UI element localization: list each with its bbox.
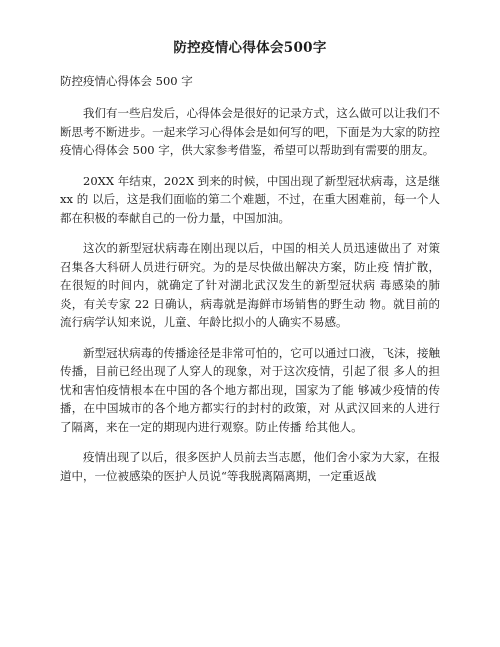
paragraph-1: 我们有一些启发后，心得体会是很好的记录方式，这么做可以让我们不断思考不断进步。一起来学习心得体会是如何写的吧，下面是为大家的防控疫情心得体会 500 字，供大家参考借鉴，希望可以帮助到有需要的朋友。: [60, 106, 440, 157]
paragraph-2: 20XX 年结束，202X 到来的时候，中国出现了新型冠状病毒，这是继 xx 的 以后，这是我们面临的第二个难题，不过，在重大困难前，每一个人都在积极的奉献自己的一份力量，中国加油。: [60, 173, 440, 225]
document-subtitle: 防控疫情心得体会 500 字: [60, 74, 193, 88]
paragraph-4: 新型冠状病毒的传播途径是非常可怕的，它可以通过口液，飞沫，接触传播，目前已经出现了人穿人的现象，对于这次疫情，引起了很 多人的担忧和害怕疫情根本在中国的各个地方都出现，国家为了能 够减少疫情的传播，在中国城市的各个地方都实行的封村的政策，对 从武汉回来的人进行了隔离，来在一定的期现内进行观察。防止传播 给其他人。: [60, 345, 440, 434]
paragraph-5: 疫情出现了以后，很多医护人员前去当志愿，他们舍小家为大家，在报道中，一位被感染的医护人员说“等我脱离隔离期，一定重返战: [60, 450, 440, 483]
document-title: 防控疫情心得体会500字: [173, 40, 327, 56]
paragraph-3: 这次的新型冠状病毒在刚出现以后，中国的相关人员迅速做出了 对策召集各大科研人员进行研究。为的是尽快做出解决方案，防止疫 情扩散，在很短的时间内，就确定了针对湖北武汉发生的新型冠状病 毒感染的肺炎，有关专家 22 日确认，病毒就是海鲜市场销售的野生动 物。就目前的流行病学认知来说，儿童、年龄比拟小的人确实不易感。: [60, 241, 440, 329]
